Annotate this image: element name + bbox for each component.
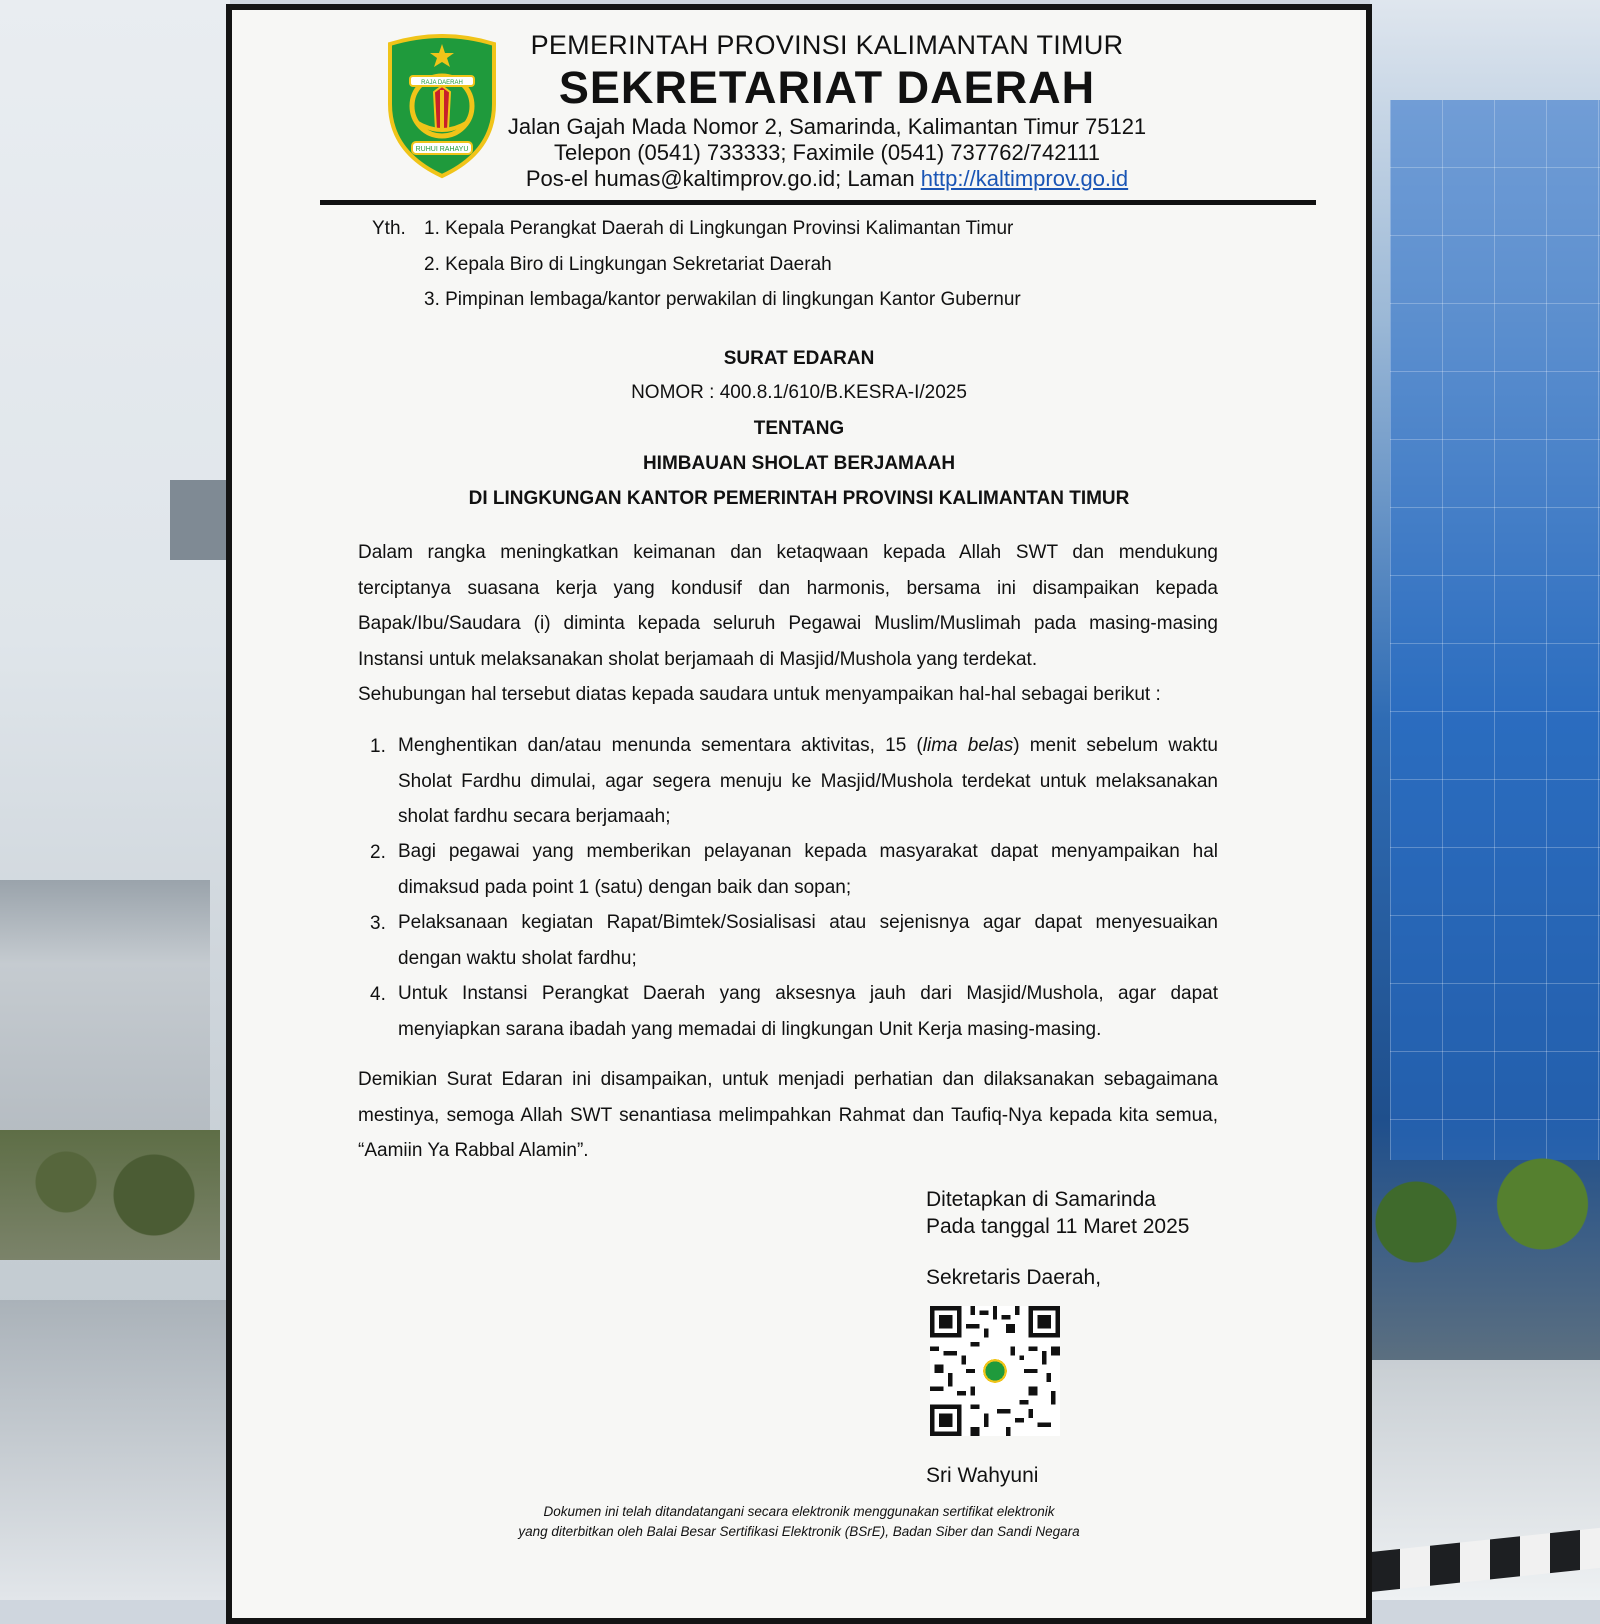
list-number: 1. bbox=[370, 736, 386, 757]
addressee-item: 1. Kepala Perangkat Daerah di Lingkungan Provinsi Kalimantan Timur bbox=[424, 218, 1014, 239]
document-type: SURAT EDARAN bbox=[723, 348, 875, 369]
list-item-text-part: ) menit sebelum waktu Sholat Fardhu dimulai, agar segera menuju ke Masjid/Mushola terdekat untuk melaksanakan sholat fardhu secara berjamaah; bbox=[398, 735, 1218, 827]
list-number: 4. bbox=[370, 984, 386, 1005]
emblem-motto-text: RUHUI RAHAYU bbox=[415, 146, 469, 153]
office-building bbox=[0, 880, 210, 1160]
list-item-text: Bagi pegawai yang memberikan pelayanan kepada masyarakat dapat menyampaikan hal dimaksud pada point 1 (satu) dengan baik dan sopan; bbox=[398, 841, 1218, 898]
kaltim-emblem-icon bbox=[382, 34, 502, 180]
addressee-item: 2. Kepala Biro di Lingkungan Sekretariat Daerah bbox=[424, 254, 832, 275]
document-subject-line2: DI LINGKUNGAN KANTOR PEMERINTAH PROVINSI KALIMANTAN TIMUR bbox=[468, 488, 1130, 509]
signature-qr-code bbox=[930, 1306, 1060, 1436]
signature-date: Pada tanggal 11 Maret 2025 bbox=[926, 1215, 1190, 1238]
document-subject-line1: HIMBAUAN SHOLAT BERJAMAAH bbox=[642, 453, 956, 474]
list-item-text bbox=[398, 728, 1218, 835]
addressee-label: Yth. bbox=[372, 218, 406, 239]
e-signature-note-line1: Dokumen ini telah ditandatangani secara elektronik menggunakan sertifikat elektronik bbox=[543, 1504, 1055, 1519]
signature-position: Sekretaris Daerah, bbox=[926, 1266, 1102, 1289]
letterhead-office: SEKRETARIAT DAERAH bbox=[558, 62, 1096, 113]
letterhead-email-text: Pos-el humas@kaltimprov.go.id; Laman bbox=[525, 166, 921, 191]
glass-facade bbox=[1390, 100, 1600, 1160]
potted-plants bbox=[1370, 1150, 1600, 1330]
letterhead-contact bbox=[502, 166, 1152, 192]
letterhead-province: PEMERINTAH PROVINSI KALIMANTAN TIMUR bbox=[530, 30, 1124, 60]
list-item-italic: lima belas bbox=[922, 735, 1014, 756]
intro-paragraph: Dalam rangka meningkatkan keimanan dan ketaqwaan kepada Allah SWT dan mendukung terciptanya suasana kerja yang kondusif dan harmonis, bersama ini disampaikan kepada Bapak/Ibu/Saudara (i) diminta kepada seluruh Pegawai Muslim/Muslimah pada masing-masing Instansi untuk melaksanakan sholat berjamaah di Masjid/Mushola yang terdekat. bbox=[358, 542, 1218, 670]
list-item-text-part: Menghentikan dan/atau menunda sementara aktivitas, 15 ( bbox=[398, 735, 923, 756]
circular-letter-document bbox=[226, 4, 1372, 1624]
list-item-text: Untuk Instansi Perangkat Daerah yang aksesnya jauh dari Masjid/Mushola, agar dapat menyiapkan sarana ibadah yang memadai di lingkungan Unit Kerja masing-masing. bbox=[398, 983, 1218, 1040]
list-number: 3. bbox=[370, 913, 386, 934]
list-number: 2. bbox=[370, 842, 386, 863]
lead-paragraph: Sehubungan hal tersebut diatas kepada saudara untuk menyampaikan hal-hal sebagai berikut : bbox=[358, 684, 1161, 705]
document-number: NOMOR : 400.8.1/610/B.KESRA-I/2025 bbox=[631, 382, 967, 403]
list-item-text: Pelaksanaan kegiatan Rapat/Bimtek/Sosialisasi atau sejenisnya agar dapat menyesuaikan dengan waktu sholat fardhu; bbox=[398, 912, 1218, 969]
trees bbox=[0, 1130, 220, 1260]
website-link[interactable]: http://kaltimprov.go.id bbox=[920, 166, 1129, 191]
letterhead-divider bbox=[320, 200, 1316, 205]
signatory-name: Sri Wahyuni bbox=[926, 1464, 1039, 1487]
plaza-ground bbox=[0, 1300, 230, 1600]
letterhead-address: Jalan Gajah Mada Nomor 2, Samarinda, Kalimantan Timur 75121 bbox=[507, 114, 1147, 139]
closing-paragraph: Demikian Surat Edaran ini disampaikan, untuk menjadi perhatian dan dilaksanakan sebagaimana mestinya, semoga Allah SWT senantiasa melimpahkan Rahmat dan Taufiq-Nya kepada kita semua, “Aamiin Ya Rabbal Alamin”. bbox=[358, 1069, 1218, 1161]
building-ledge bbox=[170, 480, 230, 560]
background-photo-left bbox=[0, 0, 230, 1600]
addressee-item: 3. Pimpinan lembaga/kantor perwakilan di lingkungan Kantor Gubernur bbox=[424, 289, 1021, 310]
e-signature-note-line2: yang diterbitkan oleh Balai Besar Sertifikasi Elektronik (BSrE), Badan Siber dan Sandi Negara bbox=[518, 1524, 1080, 1539]
signature-place: Ditetapkan di Samarinda bbox=[926, 1188, 1156, 1211]
emblem-ribbon-text: RAJA DAERAH bbox=[421, 80, 463, 86]
background-photo-right bbox=[1370, 0, 1600, 1600]
letterhead-phone: Telepon (0541) 733333; Faximile (0541) 737762/742111 bbox=[554, 140, 1100, 165]
document-about: TENTANG bbox=[753, 418, 845, 439]
